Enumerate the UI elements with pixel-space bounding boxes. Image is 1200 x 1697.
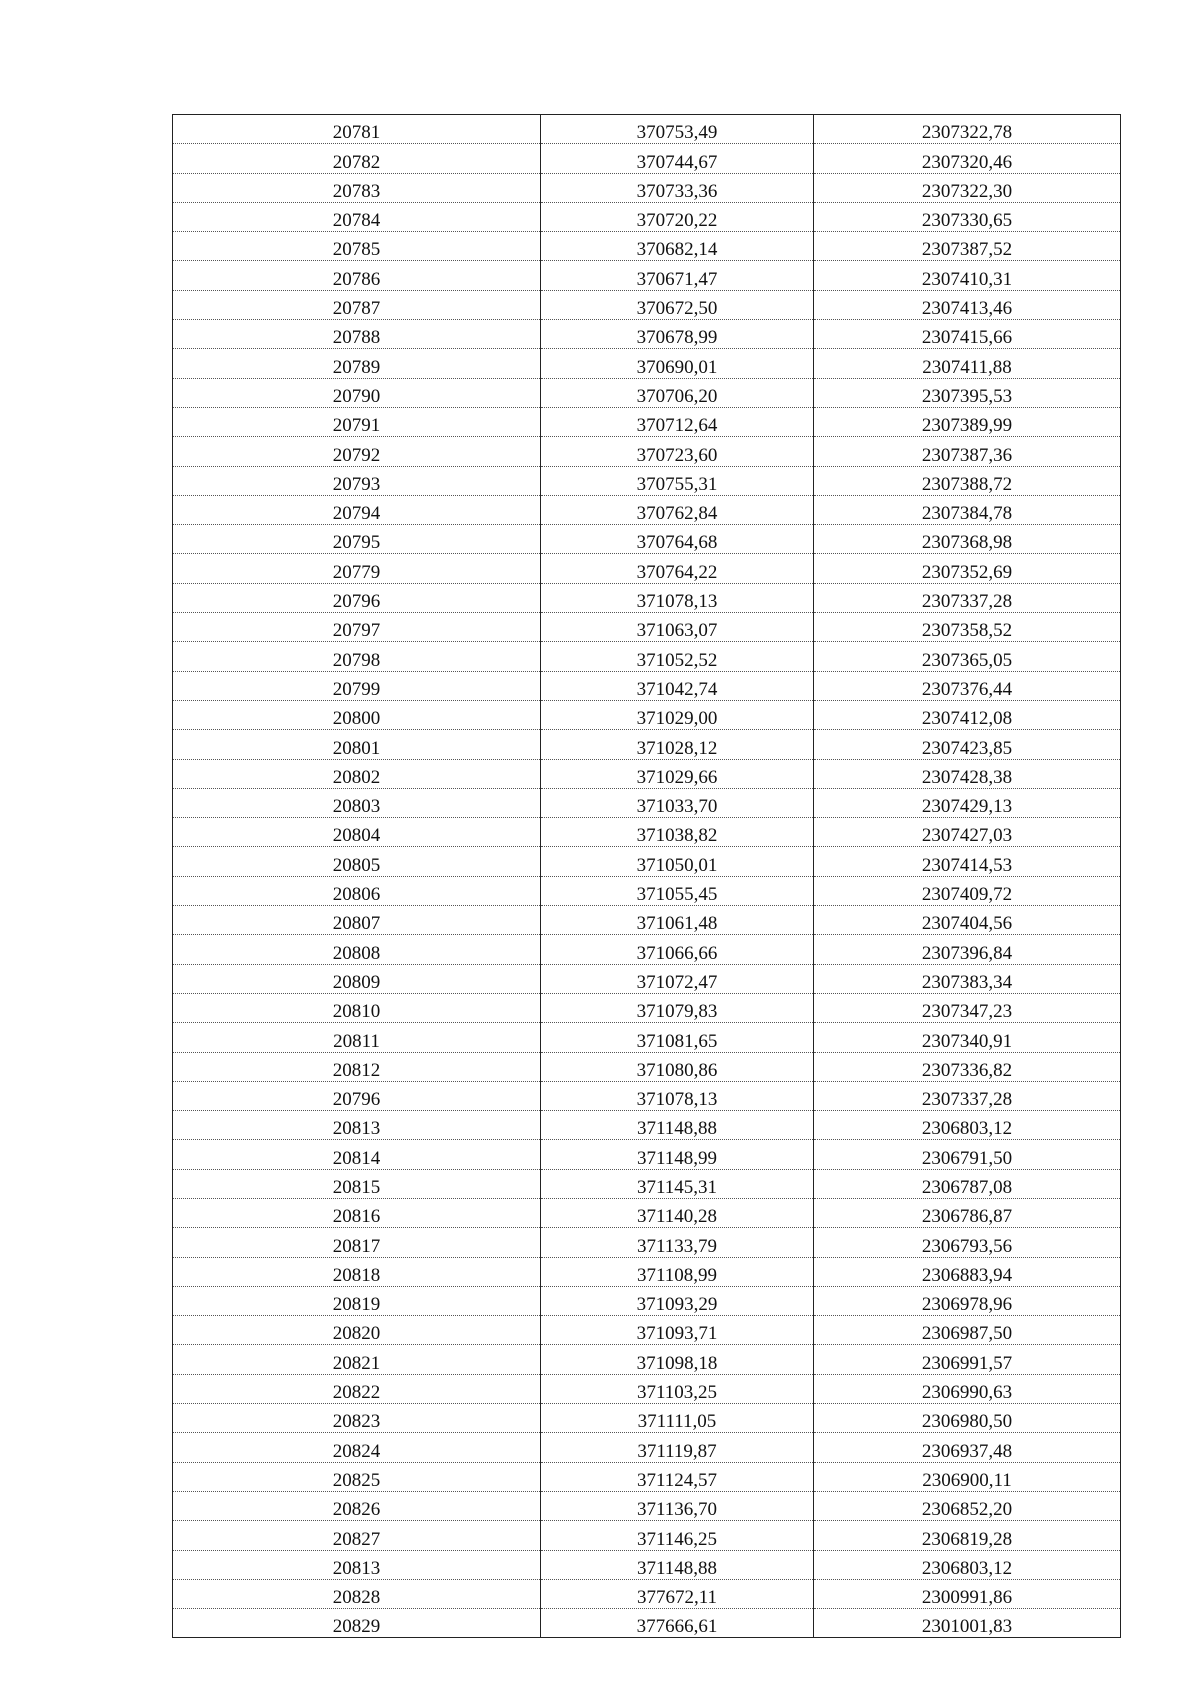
table-row — [173, 1228, 1121, 1257]
x-coordinate-cell: 371061,48 — [541, 906, 814, 935]
point-number-cell: 20790 — [173, 378, 541, 407]
point-number-cell: 20785 — [173, 232, 541, 261]
point-number-cell: 20781 — [173, 115, 541, 144]
table-row — [173, 1345, 1121, 1374]
table-row — [173, 144, 1121, 173]
point-number-cell: 20799 — [173, 671, 541, 700]
table-row — [173, 1550, 1121, 1579]
y-coordinate-cell: 2306990,63 — [814, 1374, 1121, 1403]
x-coordinate-cell: 371124,57 — [541, 1462, 814, 1491]
table-row — [173, 466, 1121, 495]
y-coordinate-cell: 2306900,11 — [814, 1462, 1121, 1491]
x-coordinate-cell: 370764,22 — [541, 554, 814, 583]
table-row — [173, 349, 1121, 378]
point-number-cell: 20808 — [173, 935, 541, 964]
point-number-cell: 20827 — [173, 1521, 541, 1550]
y-coordinate-cell: 2307384,78 — [814, 495, 1121, 524]
point-number-cell: 20784 — [173, 202, 541, 231]
y-coordinate-cell: 2307429,13 — [814, 788, 1121, 817]
y-coordinate-cell: 2306803,12 — [814, 1111, 1121, 1140]
table-row — [173, 437, 1121, 466]
table-row — [173, 1081, 1121, 1110]
x-coordinate-cell: 370690,01 — [541, 349, 814, 378]
x-coordinate-cell: 371078,13 — [541, 1081, 814, 1110]
y-coordinate-cell: 2306978,96 — [814, 1286, 1121, 1315]
table-row — [173, 202, 1121, 231]
x-coordinate-cell: 370744,67 — [541, 144, 814, 173]
y-coordinate-cell: 2307414,53 — [814, 847, 1121, 876]
table-row — [173, 1609, 1121, 1638]
table-row — [173, 407, 1121, 436]
y-coordinate-cell: 2307347,23 — [814, 993, 1121, 1022]
x-coordinate-cell: 370672,50 — [541, 290, 814, 319]
point-number-cell: 20798 — [173, 642, 541, 671]
y-coordinate-cell: 2307376,44 — [814, 671, 1121, 700]
table-row — [173, 876, 1121, 905]
point-number-cell: 20796 — [173, 1081, 541, 1110]
x-coordinate-cell: 370671,47 — [541, 261, 814, 290]
y-coordinate-cell: 2307320,46 — [814, 144, 1121, 173]
point-number-cell: 20806 — [173, 876, 541, 905]
x-coordinate-cell: 371103,25 — [541, 1374, 814, 1403]
table-row — [173, 671, 1121, 700]
table-row — [173, 1169, 1121, 1198]
point-number-cell: 20824 — [173, 1433, 541, 1462]
y-coordinate-cell: 2307409,72 — [814, 876, 1121, 905]
x-coordinate-cell: 371033,70 — [541, 788, 814, 817]
table-row — [173, 847, 1121, 876]
x-coordinate-cell: 371146,25 — [541, 1521, 814, 1550]
x-coordinate-cell: 371042,74 — [541, 671, 814, 700]
point-number-cell: 20802 — [173, 759, 541, 788]
y-coordinate-cell: 2306803,12 — [814, 1550, 1121, 1579]
y-coordinate-cell: 2307428,38 — [814, 759, 1121, 788]
point-number-cell: 20823 — [173, 1404, 541, 1433]
point-number-cell: 20809 — [173, 964, 541, 993]
y-coordinate-cell: 2307368,98 — [814, 525, 1121, 554]
y-coordinate-cell: 2307330,65 — [814, 202, 1121, 231]
point-number-cell: 20801 — [173, 730, 541, 759]
x-coordinate-cell: 371140,28 — [541, 1198, 814, 1227]
y-coordinate-cell: 2306991,57 — [814, 1345, 1121, 1374]
y-coordinate-cell: 2306787,08 — [814, 1169, 1121, 1198]
point-number-cell: 20819 — [173, 1286, 541, 1315]
x-coordinate-cell: 371145,31 — [541, 1169, 814, 1198]
y-coordinate-cell: 2306987,50 — [814, 1316, 1121, 1345]
x-coordinate-cell: 370755,31 — [541, 466, 814, 495]
x-coordinate-cell: 371052,52 — [541, 642, 814, 671]
y-coordinate-cell: 2307337,28 — [814, 1081, 1121, 1110]
table-row — [173, 378, 1121, 407]
y-coordinate-cell: 2306937,48 — [814, 1433, 1121, 1462]
y-coordinate-cell: 2307415,66 — [814, 320, 1121, 349]
x-coordinate-cell: 371078,13 — [541, 583, 814, 612]
x-coordinate-cell: 371093,71 — [541, 1316, 814, 1345]
point-number-cell: 20818 — [173, 1257, 541, 1286]
x-coordinate-cell: 371066,66 — [541, 935, 814, 964]
x-coordinate-cell: 371098,18 — [541, 1345, 814, 1374]
point-number-cell: 20795 — [173, 525, 541, 554]
y-coordinate-cell: 2307358,52 — [814, 613, 1121, 642]
x-coordinate-cell: 371055,45 — [541, 876, 814, 905]
point-number-cell: 20813 — [173, 1550, 541, 1579]
table-row — [173, 964, 1121, 993]
table-row — [173, 1579, 1121, 1608]
x-coordinate-cell: 371080,86 — [541, 1052, 814, 1081]
point-number-cell: 20787 — [173, 290, 541, 319]
table-row — [173, 613, 1121, 642]
point-number-cell: 20792 — [173, 437, 541, 466]
x-coordinate-cell: 371148,88 — [541, 1550, 814, 1579]
point-number-cell: 20791 — [173, 407, 541, 436]
point-number-cell: 20800 — [173, 700, 541, 729]
point-number-cell: 20820 — [173, 1316, 541, 1345]
y-coordinate-cell: 2307387,52 — [814, 232, 1121, 261]
x-coordinate-cell: 371029,66 — [541, 759, 814, 788]
table-row — [173, 1404, 1121, 1433]
table-row — [173, 320, 1121, 349]
point-number-cell: 20807 — [173, 906, 541, 935]
point-number-cell: 20779 — [173, 554, 541, 583]
y-coordinate-cell: 2307388,72 — [814, 466, 1121, 495]
y-coordinate-cell: 2307387,36 — [814, 437, 1121, 466]
x-coordinate-cell: 370723,60 — [541, 437, 814, 466]
table-row — [173, 1257, 1121, 1286]
table-row — [173, 290, 1121, 319]
y-coordinate-cell: 2307427,03 — [814, 818, 1121, 847]
table-row — [173, 1374, 1121, 1403]
point-number-cell: 20816 — [173, 1198, 541, 1227]
x-coordinate-cell: 371028,12 — [541, 730, 814, 759]
point-number-cell: 20805 — [173, 847, 541, 876]
point-number-cell: 20794 — [173, 495, 541, 524]
point-number-cell: 20793 — [173, 466, 541, 495]
x-coordinate-cell: 370764,68 — [541, 525, 814, 554]
table-row — [173, 1052, 1121, 1081]
y-coordinate-cell: 2307410,31 — [814, 261, 1121, 290]
table-row — [173, 935, 1121, 964]
x-coordinate-cell: 371093,29 — [541, 1286, 814, 1315]
point-number-cell: 20804 — [173, 818, 541, 847]
y-coordinate-cell: 2307337,28 — [814, 583, 1121, 612]
x-coordinate-cell: 371133,79 — [541, 1228, 814, 1257]
y-coordinate-cell: 2307365,05 — [814, 642, 1121, 671]
point-number-cell: 20821 — [173, 1345, 541, 1374]
x-coordinate-cell: 370720,22 — [541, 202, 814, 231]
table-row — [173, 818, 1121, 847]
y-coordinate-cell: 2307336,82 — [814, 1052, 1121, 1081]
point-number-cell: 20815 — [173, 1169, 541, 1198]
y-coordinate-cell: 2307423,85 — [814, 730, 1121, 759]
y-coordinate-cell: 2307395,53 — [814, 378, 1121, 407]
x-coordinate-cell: 371079,83 — [541, 993, 814, 1022]
x-coordinate-cell: 371029,00 — [541, 700, 814, 729]
y-coordinate-cell: 2306980,50 — [814, 1404, 1121, 1433]
x-coordinate-cell: 371081,65 — [541, 1023, 814, 1052]
x-coordinate-cell: 370712,64 — [541, 407, 814, 436]
table-row — [173, 261, 1121, 290]
table-row — [173, 1198, 1121, 1227]
table-row — [173, 730, 1121, 759]
x-coordinate-cell: 370678,99 — [541, 320, 814, 349]
coordinates-table-body — [173, 115, 1121, 1638]
point-number-cell: 20813 — [173, 1111, 541, 1140]
point-number-cell: 20812 — [173, 1052, 541, 1081]
coordinates-table — [172, 114, 1121, 1638]
table-row — [173, 1286, 1121, 1315]
y-coordinate-cell: 2307412,08 — [814, 700, 1121, 729]
table-row — [173, 173, 1121, 202]
table-row — [173, 1316, 1121, 1345]
y-coordinate-cell: 2300991,86 — [814, 1579, 1121, 1608]
point-number-cell: 20810 — [173, 993, 541, 1022]
table-row — [173, 1462, 1121, 1491]
point-number-cell: 20789 — [173, 349, 541, 378]
y-coordinate-cell: 2307389,99 — [814, 407, 1121, 436]
y-coordinate-cell: 2307352,69 — [814, 554, 1121, 583]
table-row — [173, 583, 1121, 612]
point-number-cell: 20783 — [173, 173, 541, 202]
table-row — [173, 1140, 1121, 1169]
y-coordinate-cell: 2307404,56 — [814, 906, 1121, 935]
x-coordinate-cell: 371119,87 — [541, 1433, 814, 1462]
table-row — [173, 759, 1121, 788]
point-number-cell: 20826 — [173, 1491, 541, 1520]
point-number-cell: 20817 — [173, 1228, 541, 1257]
y-coordinate-cell: 2307340,91 — [814, 1023, 1121, 1052]
point-number-cell: 20782 — [173, 144, 541, 173]
table-row — [173, 906, 1121, 935]
y-coordinate-cell: 2306819,28 — [814, 1521, 1121, 1550]
point-number-cell: 20788 — [173, 320, 541, 349]
y-coordinate-cell: 2307413,46 — [814, 290, 1121, 319]
table-row — [173, 1433, 1121, 1462]
y-coordinate-cell: 2307322,78 — [814, 115, 1121, 144]
x-coordinate-cell: 370706,20 — [541, 378, 814, 407]
x-coordinate-cell: 371063,07 — [541, 613, 814, 642]
x-coordinate-cell: 377666,61 — [541, 1609, 814, 1638]
y-coordinate-cell: 2307396,84 — [814, 935, 1121, 964]
x-coordinate-cell: 371072,47 — [541, 964, 814, 993]
x-coordinate-cell: 371136,70 — [541, 1491, 814, 1520]
table-row — [173, 642, 1121, 671]
point-number-cell: 20822 — [173, 1374, 541, 1403]
x-coordinate-cell: 371038,82 — [541, 818, 814, 847]
table-row — [173, 993, 1121, 1022]
point-number-cell: 20828 — [173, 1579, 541, 1608]
point-number-cell: 20796 — [173, 583, 541, 612]
y-coordinate-cell: 2307383,34 — [814, 964, 1121, 993]
y-coordinate-cell: 2301001,83 — [814, 1609, 1121, 1638]
y-coordinate-cell: 2307411,88 — [814, 349, 1121, 378]
x-coordinate-cell: 377672,11 — [541, 1579, 814, 1608]
point-number-cell: 20825 — [173, 1462, 541, 1491]
y-coordinate-cell: 2306852,20 — [814, 1491, 1121, 1520]
y-coordinate-cell: 2307322,30 — [814, 173, 1121, 202]
point-number-cell: 20814 — [173, 1140, 541, 1169]
point-number-cell: 20803 — [173, 788, 541, 817]
table-row — [173, 788, 1121, 817]
x-coordinate-cell: 371050,01 — [541, 847, 814, 876]
table-row — [173, 700, 1121, 729]
table-row — [173, 1023, 1121, 1052]
table-row — [173, 1521, 1121, 1550]
x-coordinate-cell: 370733,36 — [541, 173, 814, 202]
x-coordinate-cell: 370682,14 — [541, 232, 814, 261]
y-coordinate-cell: 2306793,56 — [814, 1228, 1121, 1257]
point-number-cell: 20811 — [173, 1023, 541, 1052]
point-number-cell: 20797 — [173, 613, 541, 642]
x-coordinate-cell: 371148,88 — [541, 1111, 814, 1140]
table-row — [173, 525, 1121, 554]
x-coordinate-cell: 370753,49 — [541, 115, 814, 144]
y-coordinate-cell: 2306883,94 — [814, 1257, 1121, 1286]
table-row — [173, 115, 1121, 144]
table-row — [173, 554, 1121, 583]
point-number-cell: 20829 — [173, 1609, 541, 1638]
table-row — [173, 1111, 1121, 1140]
y-coordinate-cell: 2306791,50 — [814, 1140, 1121, 1169]
table-row — [173, 232, 1121, 261]
table-row — [173, 495, 1121, 524]
table-row — [173, 1491, 1121, 1520]
x-coordinate-cell: 371148,99 — [541, 1140, 814, 1169]
x-coordinate-cell: 370762,84 — [541, 495, 814, 524]
y-coordinate-cell: 2306786,87 — [814, 1198, 1121, 1227]
point-number-cell: 20786 — [173, 261, 541, 290]
x-coordinate-cell: 371108,99 — [541, 1257, 814, 1286]
x-coordinate-cell: 371111,05 — [541, 1404, 814, 1433]
